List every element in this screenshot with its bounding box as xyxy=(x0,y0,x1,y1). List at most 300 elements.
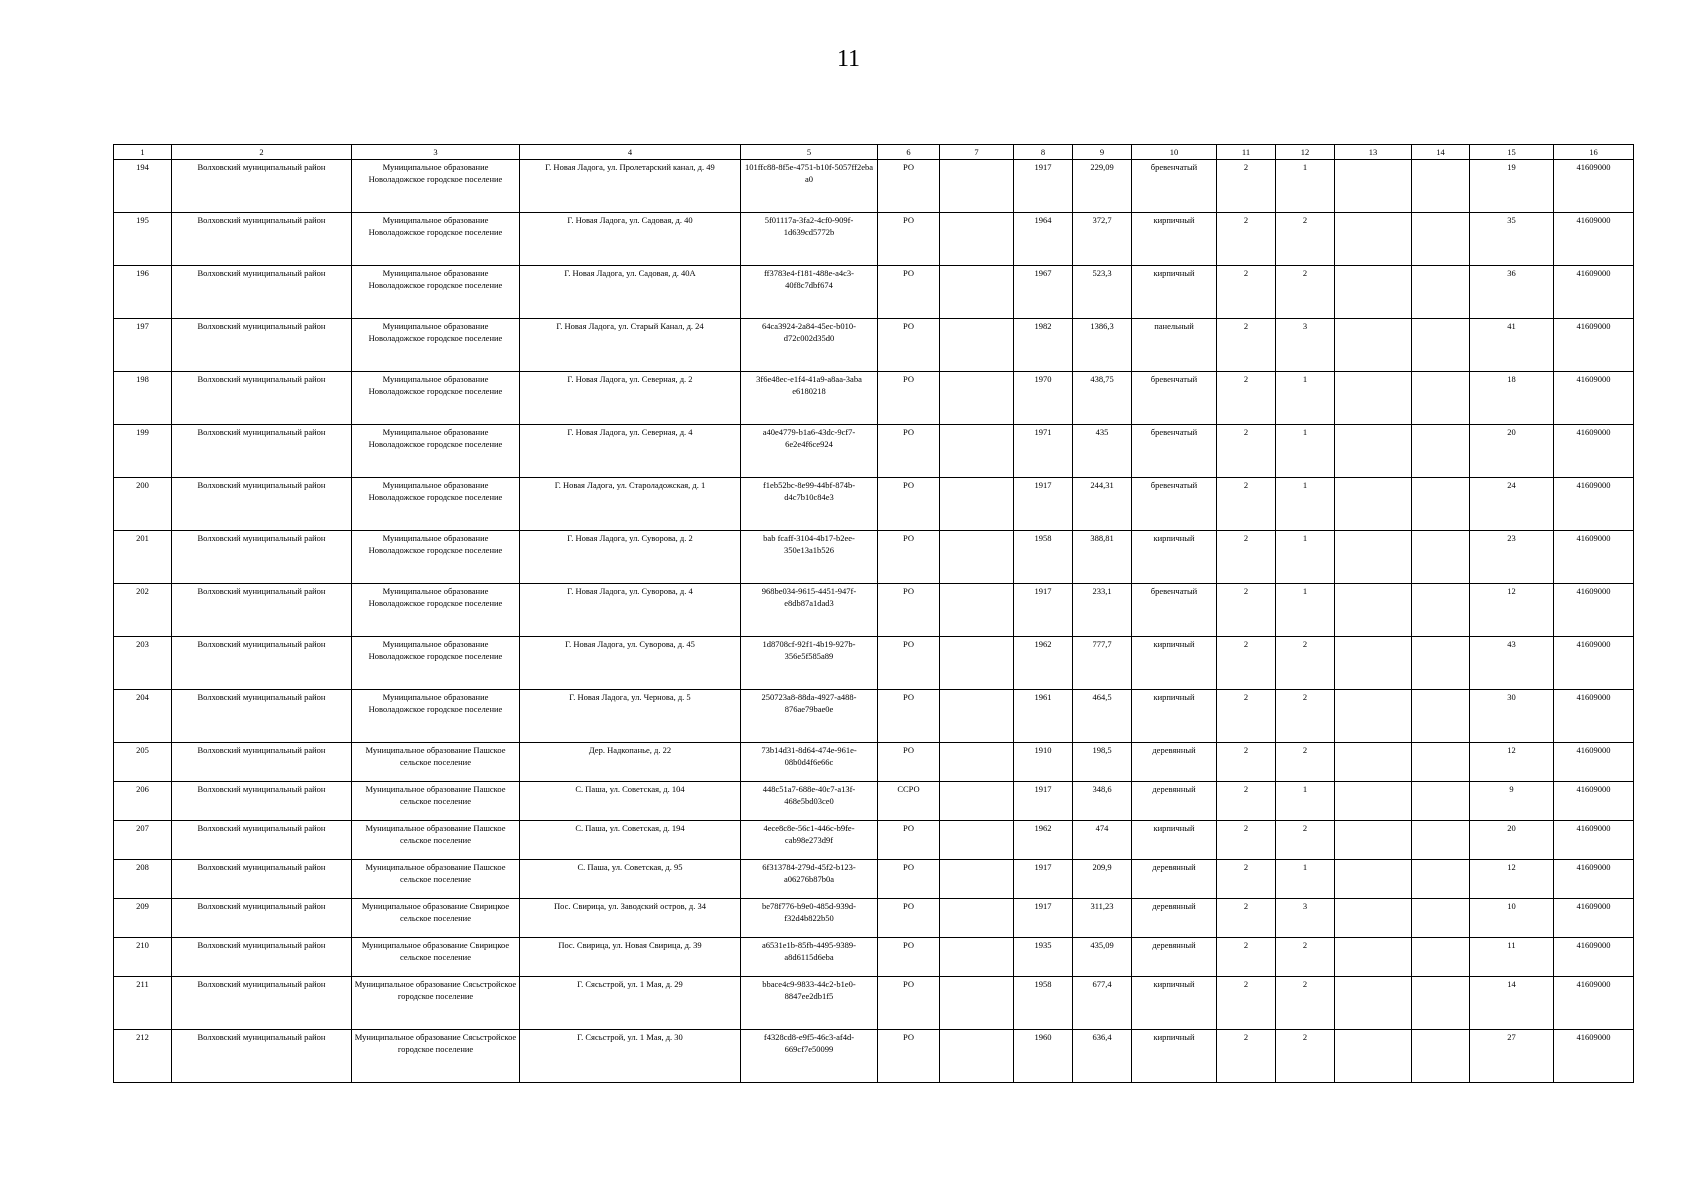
wall-material-cell: бревенчатый xyxy=(1132,425,1217,478)
col15-cell: 20 xyxy=(1470,821,1554,860)
col15-cell: 9 xyxy=(1470,782,1554,821)
district-cell: Волховский муниципальный район xyxy=(172,782,352,821)
col6-cell: РО xyxy=(878,425,940,478)
oktmo-cell: 41609000 xyxy=(1554,319,1634,372)
address-cell: Г. Новая Ладога, ул. Садовая, д. 40А xyxy=(520,266,741,319)
column-header-8: 8 xyxy=(1014,145,1073,160)
floors-cell: 2 xyxy=(1217,782,1276,821)
oktmo-cell: 41609000 xyxy=(1554,782,1634,821)
col12-cell: 3 xyxy=(1276,319,1335,372)
col7-cell xyxy=(940,478,1014,531)
row-number: 194 xyxy=(114,160,172,213)
column-header-15: 15 xyxy=(1470,145,1554,160)
column-header-14: 14 xyxy=(1412,145,1470,160)
oktmo-cell: 41609000 xyxy=(1554,160,1634,213)
municipality-cell: Муниципальное образование Новоладожское городское поселение xyxy=(352,690,520,743)
table-row xyxy=(114,637,1634,690)
row-number: 210 xyxy=(114,938,172,977)
municipality-cell: Муниципальное образование Новоладожское городское поселение xyxy=(352,319,520,372)
col6-cell: РО xyxy=(878,637,940,690)
oktmo-cell: 41609000 xyxy=(1554,743,1634,782)
col12-cell: 1 xyxy=(1276,584,1335,637)
guid-cell: bbace4c9-9833-44c2-b1e0-8847ee2db1f5 xyxy=(741,977,878,1030)
wall-material-cell: кирпичный xyxy=(1132,977,1217,1030)
col6-cell: РО xyxy=(878,584,940,637)
district-cell: Волховский муниципальный район xyxy=(172,899,352,938)
wall-material-cell: бревенчатый xyxy=(1132,478,1217,531)
col14-cell xyxy=(1412,478,1470,531)
district-cell: Волховский муниципальный район xyxy=(172,1030,352,1083)
col14-cell xyxy=(1412,743,1470,782)
address-cell: Г. Новая Ладога, ул. Садовая, д. 40 xyxy=(520,213,741,266)
floors-cell: 2 xyxy=(1217,478,1276,531)
area-cell: 372,7 xyxy=(1073,213,1132,266)
col14-cell xyxy=(1412,160,1470,213)
oktmo-cell: 41609000 xyxy=(1554,584,1634,637)
municipality-cell: Муниципальное образование Новоладожское городское поселение xyxy=(352,531,520,584)
col13-cell xyxy=(1335,160,1412,213)
col6-cell: РО xyxy=(878,690,940,743)
oktmo-cell: 41609000 xyxy=(1554,425,1634,478)
district-cell: Волховский муниципальный район xyxy=(172,372,352,425)
address-cell: Г. Сясьстрой, ул. 1 Мая, д. 29 xyxy=(520,977,741,1030)
year-cell: 1961 xyxy=(1014,690,1073,743)
address-cell: Г. Новая Ладога, ул. Суворова, д. 4 xyxy=(520,584,741,637)
floors-cell: 2 xyxy=(1217,213,1276,266)
col7-cell xyxy=(940,584,1014,637)
year-cell: 1910 xyxy=(1014,743,1073,782)
col7-cell xyxy=(940,531,1014,584)
col7-cell xyxy=(940,425,1014,478)
col7-cell xyxy=(940,1030,1014,1083)
oktmo-cell: 41609000 xyxy=(1554,637,1634,690)
oktmo-cell: 41609000 xyxy=(1554,938,1634,977)
guid-cell: f1eb52bc-8e99-44bf-874b-d4c7b10c84e3 xyxy=(741,478,878,531)
wall-material-cell: кирпичный xyxy=(1132,690,1217,743)
guid-cell: 5f01117a-3fa2-4cf0-909f-1d639cd5772b xyxy=(741,213,878,266)
municipality-cell: Муниципальное образование Пашское сельское поселение xyxy=(352,860,520,899)
wall-material-cell: деревянный xyxy=(1132,899,1217,938)
area-cell: 198,5 xyxy=(1073,743,1132,782)
col13-cell xyxy=(1335,1030,1412,1083)
area-cell: 311,23 xyxy=(1073,899,1132,938)
year-cell: 1917 xyxy=(1014,160,1073,213)
table-row xyxy=(114,160,1634,213)
housing-registry-table xyxy=(113,144,1634,1083)
address-cell: Г. Новая Ладога, ул. Староладожская, д. 1 xyxy=(520,478,741,531)
col6-cell: РО xyxy=(878,213,940,266)
col15-cell: 41 xyxy=(1470,319,1554,372)
district-cell: Волховский муниципальный район xyxy=(172,266,352,319)
year-cell: 1917 xyxy=(1014,584,1073,637)
address-cell: Пос. Свирица, ул. Заводский остров, д. 34 xyxy=(520,899,741,938)
address-cell: Г. Новая Ладога, ул. Чернова, д. 5 xyxy=(520,690,741,743)
address-cell: Г. Новая Ладога, ул. Суворова, д. 2 xyxy=(520,531,741,584)
floors-cell: 2 xyxy=(1217,584,1276,637)
wall-material-cell: кирпичный xyxy=(1132,531,1217,584)
col14-cell xyxy=(1412,899,1470,938)
oktmo-cell: 41609000 xyxy=(1554,478,1634,531)
area-cell: 388,81 xyxy=(1073,531,1132,584)
guid-cell: 250723a8-88da-4927-a488-876ae79bae0e xyxy=(741,690,878,743)
municipality-cell: Муниципальное образование Новоладожское городское поселение xyxy=(352,372,520,425)
table-header xyxy=(114,145,1634,160)
guid-cell: 968be034-9615-4451-947f-e8db87a1dad3 xyxy=(741,584,878,637)
area-cell: 1386,3 xyxy=(1073,319,1132,372)
col13-cell xyxy=(1335,425,1412,478)
table-row xyxy=(114,266,1634,319)
col6-cell: РО xyxy=(878,1030,940,1083)
year-cell: 1917 xyxy=(1014,860,1073,899)
col7-cell xyxy=(940,977,1014,1030)
address-cell: Г. Новая Ладога, ул. Северная, д. 2 xyxy=(520,372,741,425)
district-cell: Волховский муниципальный район xyxy=(172,860,352,899)
guid-cell: bab fcaff-3104-4b17-b2ee-350e13a1b526 xyxy=(741,531,878,584)
floors-cell: 2 xyxy=(1217,977,1276,1030)
municipality-cell: Муниципальное образование Новоладожское городское поселение xyxy=(352,478,520,531)
address-cell: Г. Сясьстрой, ул. 1 Мая, д. 30 xyxy=(520,1030,741,1083)
row-number: 211 xyxy=(114,977,172,1030)
col7-cell xyxy=(940,821,1014,860)
address-cell: Пос. Свирица, ул. Новая Свирица, д. 39 xyxy=(520,938,741,977)
col12-cell: 2 xyxy=(1276,743,1335,782)
address-cell: Г. Новая Ладога, ул. Северная, д. 4 xyxy=(520,425,741,478)
floors-cell: 2 xyxy=(1217,938,1276,977)
col12-cell: 2 xyxy=(1276,821,1335,860)
col14-cell xyxy=(1412,938,1470,977)
col15-cell: 30 xyxy=(1470,690,1554,743)
year-cell: 1917 xyxy=(1014,782,1073,821)
col6-cell: РО xyxy=(878,821,940,860)
column-header-13: 13 xyxy=(1335,145,1412,160)
col7-cell xyxy=(940,743,1014,782)
year-cell: 1962 xyxy=(1014,821,1073,860)
municipality-cell: Муниципальное образование Новоладожское городское поселение xyxy=(352,160,520,213)
wall-material-cell: кирпичный xyxy=(1132,637,1217,690)
col6-cell: РО xyxy=(878,938,940,977)
col7-cell xyxy=(940,213,1014,266)
district-cell: Волховский муниципальный район xyxy=(172,690,352,743)
col13-cell xyxy=(1335,977,1412,1030)
col6-cell: РО xyxy=(878,372,940,425)
column-header-12: 12 xyxy=(1276,145,1335,160)
col15-cell: 11 xyxy=(1470,938,1554,977)
wall-material-cell: деревянный xyxy=(1132,782,1217,821)
year-cell: 1960 xyxy=(1014,1030,1073,1083)
area-cell: 474 xyxy=(1073,821,1132,860)
wall-material-cell: кирпичный xyxy=(1132,821,1217,860)
column-header-11: 11 xyxy=(1217,145,1276,160)
col14-cell xyxy=(1412,213,1470,266)
guid-cell: f4328cd8-e9f5-46c3-af4d-669cf7e50099 xyxy=(741,1030,878,1083)
district-cell: Волховский муниципальный район xyxy=(172,478,352,531)
area-cell: 348,6 xyxy=(1073,782,1132,821)
area-cell: 777,7 xyxy=(1073,637,1132,690)
area-cell: 233,1 xyxy=(1073,584,1132,637)
column-header-5: 5 xyxy=(741,145,878,160)
floors-cell: 2 xyxy=(1217,160,1276,213)
row-number: 198 xyxy=(114,372,172,425)
area-cell: 435 xyxy=(1073,425,1132,478)
col12-cell: 1 xyxy=(1276,478,1335,531)
col13-cell xyxy=(1335,938,1412,977)
municipality-cell: Муниципальное образование Новоладожское городское поселение xyxy=(352,213,520,266)
col12-cell: 1 xyxy=(1276,425,1335,478)
col6-cell: РО xyxy=(878,860,940,899)
year-cell: 1982 xyxy=(1014,319,1073,372)
district-cell: Волховский муниципальный район xyxy=(172,425,352,478)
municipality-cell: Муниципальное образование Новоладожское городское поселение xyxy=(352,584,520,637)
oktmo-cell: 41609000 xyxy=(1554,860,1634,899)
table-row xyxy=(114,425,1634,478)
col15-cell: 14 xyxy=(1470,977,1554,1030)
col14-cell xyxy=(1412,782,1470,821)
area-cell: 209,9 xyxy=(1073,860,1132,899)
table-row xyxy=(114,977,1634,1030)
guid-cell: 73b14d31-8d64-474e-961e-08b0d4f6e66c xyxy=(741,743,878,782)
row-number: 195 xyxy=(114,213,172,266)
table-row xyxy=(114,213,1634,266)
col15-cell: 27 xyxy=(1470,1030,1554,1083)
col12-cell: 2 xyxy=(1276,938,1335,977)
col12-cell: 2 xyxy=(1276,977,1335,1030)
table-row xyxy=(114,584,1634,637)
wall-material-cell: бревенчатый xyxy=(1132,372,1217,425)
area-cell: 435,09 xyxy=(1073,938,1132,977)
floors-cell: 2 xyxy=(1217,860,1276,899)
col15-cell: 12 xyxy=(1470,584,1554,637)
col12-cell: 2 xyxy=(1276,690,1335,743)
municipality-cell: Муниципальное образование Пашское сельское поселение xyxy=(352,782,520,821)
district-cell: Волховский муниципальный район xyxy=(172,213,352,266)
area-cell: 636,4 xyxy=(1073,1030,1132,1083)
col15-cell: 10 xyxy=(1470,899,1554,938)
area-cell: 523,3 xyxy=(1073,266,1132,319)
col13-cell xyxy=(1335,584,1412,637)
row-number: 199 xyxy=(114,425,172,478)
address-cell: Г. Новая Ладога, ул. Пролетарский канал, д. 49 xyxy=(520,160,741,213)
oktmo-cell: 41609000 xyxy=(1554,213,1634,266)
row-number: 196 xyxy=(114,266,172,319)
column-header-16: 16 xyxy=(1554,145,1634,160)
oktmo-cell: 41609000 xyxy=(1554,821,1634,860)
area-cell: 244,31 xyxy=(1073,478,1132,531)
area-cell: 438,75 xyxy=(1073,372,1132,425)
col13-cell xyxy=(1335,319,1412,372)
wall-material-cell: деревянный xyxy=(1132,860,1217,899)
row-number: 212 xyxy=(114,1030,172,1083)
col7-cell xyxy=(940,938,1014,977)
col13-cell xyxy=(1335,372,1412,425)
guid-cell: a40e4779-b1a6-43dc-9cf7-6e2e4f6ce924 xyxy=(741,425,878,478)
column-header-7: 7 xyxy=(940,145,1014,160)
row-number: 209 xyxy=(114,899,172,938)
district-cell: Волховский муниципальный район xyxy=(172,584,352,637)
address-cell: С. Паша, ул. Советская, д. 95 xyxy=(520,860,741,899)
col13-cell xyxy=(1335,266,1412,319)
municipality-cell: Муниципальное образование Пашское сельское поселение xyxy=(352,743,520,782)
col13-cell xyxy=(1335,690,1412,743)
district-cell: Волховский муниципальный район xyxy=(172,821,352,860)
district-cell: Волховский муниципальный район xyxy=(172,977,352,1030)
col7-cell xyxy=(940,160,1014,213)
floors-cell: 2 xyxy=(1217,531,1276,584)
col12-cell: 2 xyxy=(1276,266,1335,319)
col14-cell xyxy=(1412,690,1470,743)
guid-cell: 3f6e48ec-e1f4-41a9-a8aa-3aba e6180218 xyxy=(741,372,878,425)
year-cell: 1967 xyxy=(1014,266,1073,319)
municipality-cell: Муниципальное образование Свирицкое сельское поселение xyxy=(352,899,520,938)
floors-cell: 2 xyxy=(1217,821,1276,860)
year-cell: 1917 xyxy=(1014,478,1073,531)
col12-cell: 1 xyxy=(1276,372,1335,425)
table-row xyxy=(114,938,1634,977)
col13-cell xyxy=(1335,478,1412,531)
district-cell: Волховский муниципальный район xyxy=(172,743,352,782)
col15-cell: 23 xyxy=(1470,531,1554,584)
col15-cell: 18 xyxy=(1470,372,1554,425)
col12-cell: 2 xyxy=(1276,637,1335,690)
guid-cell: ff3783e4-f181-488e-a4c3-40f8c7dbf674 xyxy=(741,266,878,319)
col14-cell xyxy=(1412,821,1470,860)
guid-cell: 6f313784-279d-45f2-b123-a06276b87b0a xyxy=(741,860,878,899)
col6-cell: РО xyxy=(878,266,940,319)
municipality-cell: Муниципальное образование Новоладожское городское поселение xyxy=(352,637,520,690)
col14-cell xyxy=(1412,1030,1470,1083)
floors-cell: 2 xyxy=(1217,372,1276,425)
col6-cell: РО xyxy=(878,977,940,1030)
col14-cell xyxy=(1412,531,1470,584)
row-number: 201 xyxy=(114,531,172,584)
column-header-2: 2 xyxy=(172,145,352,160)
column-header-9: 9 xyxy=(1073,145,1132,160)
district-cell: Волховский муниципальный район xyxy=(172,319,352,372)
oktmo-cell: 41609000 xyxy=(1554,372,1634,425)
col15-cell: 20 xyxy=(1470,425,1554,478)
guid-cell: 448c51a7-688e-40c7-a13f-468e5bd03ce0 xyxy=(741,782,878,821)
col6-cell: РО xyxy=(878,319,940,372)
wall-material-cell: панельный xyxy=(1132,319,1217,372)
col7-cell xyxy=(940,372,1014,425)
col7-cell xyxy=(940,637,1014,690)
col6-cell: РО xyxy=(878,899,940,938)
oktmo-cell: 41609000 xyxy=(1554,266,1634,319)
col6-cell: РО xyxy=(878,531,940,584)
col14-cell xyxy=(1412,977,1470,1030)
col12-cell: 1 xyxy=(1276,860,1335,899)
table-row xyxy=(114,690,1634,743)
col7-cell xyxy=(940,860,1014,899)
table-row xyxy=(114,319,1634,372)
year-cell: 1935 xyxy=(1014,938,1073,977)
col7-cell xyxy=(940,690,1014,743)
municipality-cell: Муниципальное образование Сясьстройское городское поселение xyxy=(352,977,520,1030)
col14-cell xyxy=(1412,425,1470,478)
municipality-cell: Муниципальное образование Пашское сельское поселение xyxy=(352,821,520,860)
table-row xyxy=(114,531,1634,584)
row-number: 207 xyxy=(114,821,172,860)
district-cell: Волховский муниципальный район xyxy=(172,531,352,584)
table-row xyxy=(114,782,1634,821)
oktmo-cell: 41609000 xyxy=(1554,531,1634,584)
address-cell: С. Паша, ул. Советская, д. 104 xyxy=(520,782,741,821)
municipality-cell: Муниципальное образование Новоладожское городское поселение xyxy=(352,266,520,319)
floors-cell: 2 xyxy=(1217,637,1276,690)
col7-cell xyxy=(940,899,1014,938)
col15-cell: 36 xyxy=(1470,266,1554,319)
col12-cell: 2 xyxy=(1276,213,1335,266)
oktmo-cell: 41609000 xyxy=(1554,899,1634,938)
col14-cell xyxy=(1412,266,1470,319)
col14-cell xyxy=(1412,372,1470,425)
district-cell: Волховский муниципальный район xyxy=(172,160,352,213)
col13-cell xyxy=(1335,821,1412,860)
row-number: 203 xyxy=(114,637,172,690)
col6-cell: ССРО xyxy=(878,782,940,821)
table-row xyxy=(114,372,1634,425)
year-cell: 1964 xyxy=(1014,213,1073,266)
wall-material-cell: кирпичный xyxy=(1132,1030,1217,1083)
floors-cell: 2 xyxy=(1217,266,1276,319)
col15-cell: 35 xyxy=(1470,213,1554,266)
oktmo-cell: 41609000 xyxy=(1554,690,1634,743)
col14-cell xyxy=(1412,860,1470,899)
col13-cell xyxy=(1335,782,1412,821)
municipality-cell: Муниципальное образование Свирицкое сельское поселение xyxy=(352,938,520,977)
col13-cell xyxy=(1335,531,1412,584)
table-row xyxy=(114,860,1634,899)
col7-cell xyxy=(940,782,1014,821)
row-number: 205 xyxy=(114,743,172,782)
year-cell: 1970 xyxy=(1014,372,1073,425)
col12-cell: 2 xyxy=(1276,1030,1335,1083)
wall-material-cell: деревянный xyxy=(1132,938,1217,977)
col14-cell xyxy=(1412,584,1470,637)
oktmo-cell: 41609000 xyxy=(1554,1030,1634,1083)
address-cell: Г. Новая Ладога, ул. Старый Канал, д. 24 xyxy=(520,319,741,372)
wall-material-cell: бревенчатый xyxy=(1132,160,1217,213)
col13-cell xyxy=(1335,637,1412,690)
col15-cell: 19 xyxy=(1470,160,1554,213)
page-number: 11 xyxy=(836,46,861,72)
wall-material-cell: кирпичный xyxy=(1132,213,1217,266)
address-cell: Дер. Надкопанье, д. 22 xyxy=(520,743,741,782)
row-number: 200 xyxy=(114,478,172,531)
col13-cell xyxy=(1335,743,1412,782)
table-row xyxy=(114,743,1634,782)
district-cell: Волховский муниципальный район xyxy=(172,637,352,690)
wall-material-cell: деревянный xyxy=(1132,743,1217,782)
col13-cell xyxy=(1335,899,1412,938)
row-number: 204 xyxy=(114,690,172,743)
col15-cell: 24 xyxy=(1470,478,1554,531)
column-header-10: 10 xyxy=(1132,145,1217,160)
table-row xyxy=(114,821,1634,860)
area-cell: 677,4 xyxy=(1073,977,1132,1030)
floors-cell: 2 xyxy=(1217,690,1276,743)
col15-cell: 12 xyxy=(1470,860,1554,899)
area-cell: 229,09 xyxy=(1073,160,1132,213)
year-cell: 1917 xyxy=(1014,899,1073,938)
floors-cell: 2 xyxy=(1217,319,1276,372)
column-header-4: 4 xyxy=(520,145,741,160)
col15-cell: 43 xyxy=(1470,637,1554,690)
col6-cell: РО xyxy=(878,743,940,782)
oktmo-cell: 41609000 xyxy=(1554,977,1634,1030)
guid-cell: 101ffc88-8f5e-4751-b10f-5057ff2eba a0 xyxy=(741,160,878,213)
col14-cell xyxy=(1412,637,1470,690)
table-body xyxy=(114,160,1634,1083)
